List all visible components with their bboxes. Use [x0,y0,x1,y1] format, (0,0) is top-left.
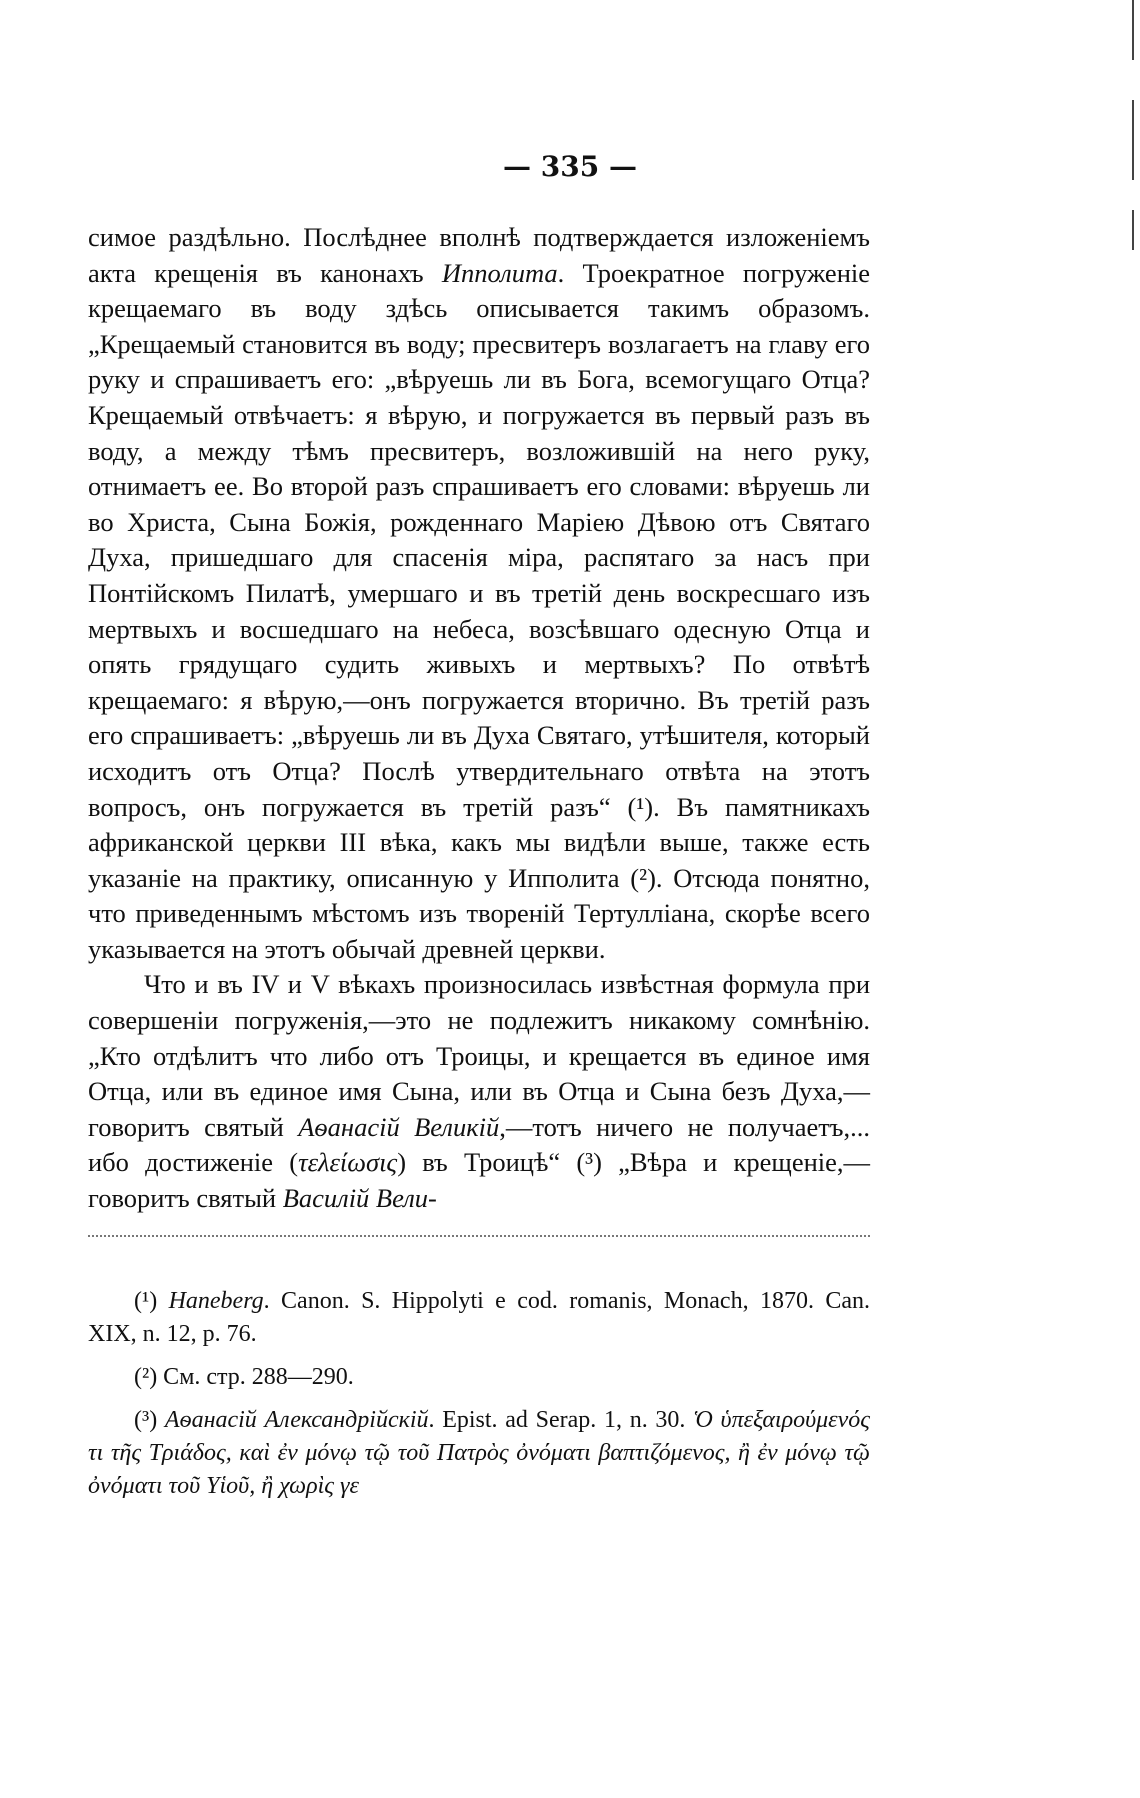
footnote-3-mark: (³) [134,1407,165,1433]
footnote-1 [88,1285,870,1351]
paragraph-1 [88,220,870,967]
footnotes [88,1285,870,1513]
author-name-hippolytus: Ипполита [441,257,558,288]
page-number: — 335 — [503,150,637,183]
footnote-1-author: Haneberg [168,1288,264,1314]
footnote-2: (²) См. стр. 288—290. [134,1364,354,1390]
paragraph-2-text-b: ,—тотъ ничего не получаетъ,... ибо достиженіе ( [88,1111,871,1178]
scan-edge-line [1132,210,1134,250]
footnote-3-text: . Epist. ad Serap. 1, n. 30. [428,1407,694,1433]
paragraph-1-text-a: симое раздѣльно. Послѣднее вполнѣ подтверждается изложеніемъ акта крещенія въ канонахъ [88,222,870,288]
paragraph-2 [88,967,870,1216]
greek-word: τελείωσις [298,1147,398,1178]
scan-edge-line [1132,0,1134,60]
footnote-separator [88,1235,870,1237]
footnote-3-author: Аѳанасій Александрійскій [164,1407,429,1433]
footnote-1-text: . Canon. S. Hippolyti e cod. romanis, Monach, 1870. Can. XIX, n. 12, p. 76. [88,1288,870,1347]
footnote-3 [88,1404,870,1503]
paragraph-1-text-b: . Троекратное погруженіе крещаемаго въ воду здѣсь описывается такимъ образомъ. „Крещаемый становится въ воду; пресвитеръ возлагаетъ на главу его руку и спрашиваетъ его: „вѣруешь ли въ Бога, всемогущаго Отца? Крещаемый отвѣчаетъ: я вѣрую, и погружается въ первый разъ въ воду, а между тѣмъ пресвитеръ, возложившій на него руку, отнимаетъ ее. Во второй разъ спрашиваетъ его словами: вѣруешь ли во Христа, Сына Божія, рожденнаго Маріею Дѣвою отъ Святаго Духа, пришедшаго для спасенія міра, распятаго за насъ при Понтійскомъ Пилатѣ, умершаго и въ третій день воскресшаго изъ мертвыхъ и восшедшаго на небеса, возсѣвшаго одесную Отца и опять грядущаго судить живыхъ и мертвыхъ? По отвѣтѣ крещаемаго: я вѣрую,—онъ погружается вторично. Въ третій разъ его спрашиваетъ: „вѣруешь ли въ Духа Святаго, утѣшителя, который исходитъ отъ Отца? Послѣ утвердительнаго отвѣта на этотъ вопросъ, онъ погружается въ третій разъ“ (¹). Въ памятникахъ африканской церкви III вѣка, какъ мы видѣли выше, также есть указаніе на практику, описанную у Ипполита (²). Отсюда понятно, что приведеннымъ мѣстомъ изъ твореній Тертулліана, скорѣе всего указывается на этотъ обычай древней церкви. [88,257,870,964]
footnote-1-mark: (¹) [134,1288,169,1314]
author-name-basil: Василій Вели- [282,1183,437,1214]
author-name-athanasius: Аѳанасій Великій [298,1111,500,1142]
main-text [88,220,870,1217]
paragraph-2-text-a: Что и въ IV и V вѣкахъ произносилась извѣстная формула при совершеніи погруженія,—это не подлежитъ никакому сомнѣнію. „Кто отдѣлитъ что либо отъ Троицы, и крещается въ единое имя Отца, или въ единое имя Сына, или въ Отца и Сына безъ Духа,—говоритъ святый [88,969,870,1142]
footnote-3-greek: Ὁ ὑπεξαιρούμενός τι τῆς Τριάδος, καὶ ἐν μόνῳ τῷ τοῦ Πατρὸς ὀνόματι βαπτιζόμενος, ἢ ἐν μόνῳ τῷ ὀνόματι τοῦ Υἱοῦ, ἢ χωρὶς γε [88,1407,871,1499]
paragraph-2-text-c: ) въ Троицѣ“ (³) „Вѣра и крещеніе,—говоритъ святый [88,1147,871,1214]
